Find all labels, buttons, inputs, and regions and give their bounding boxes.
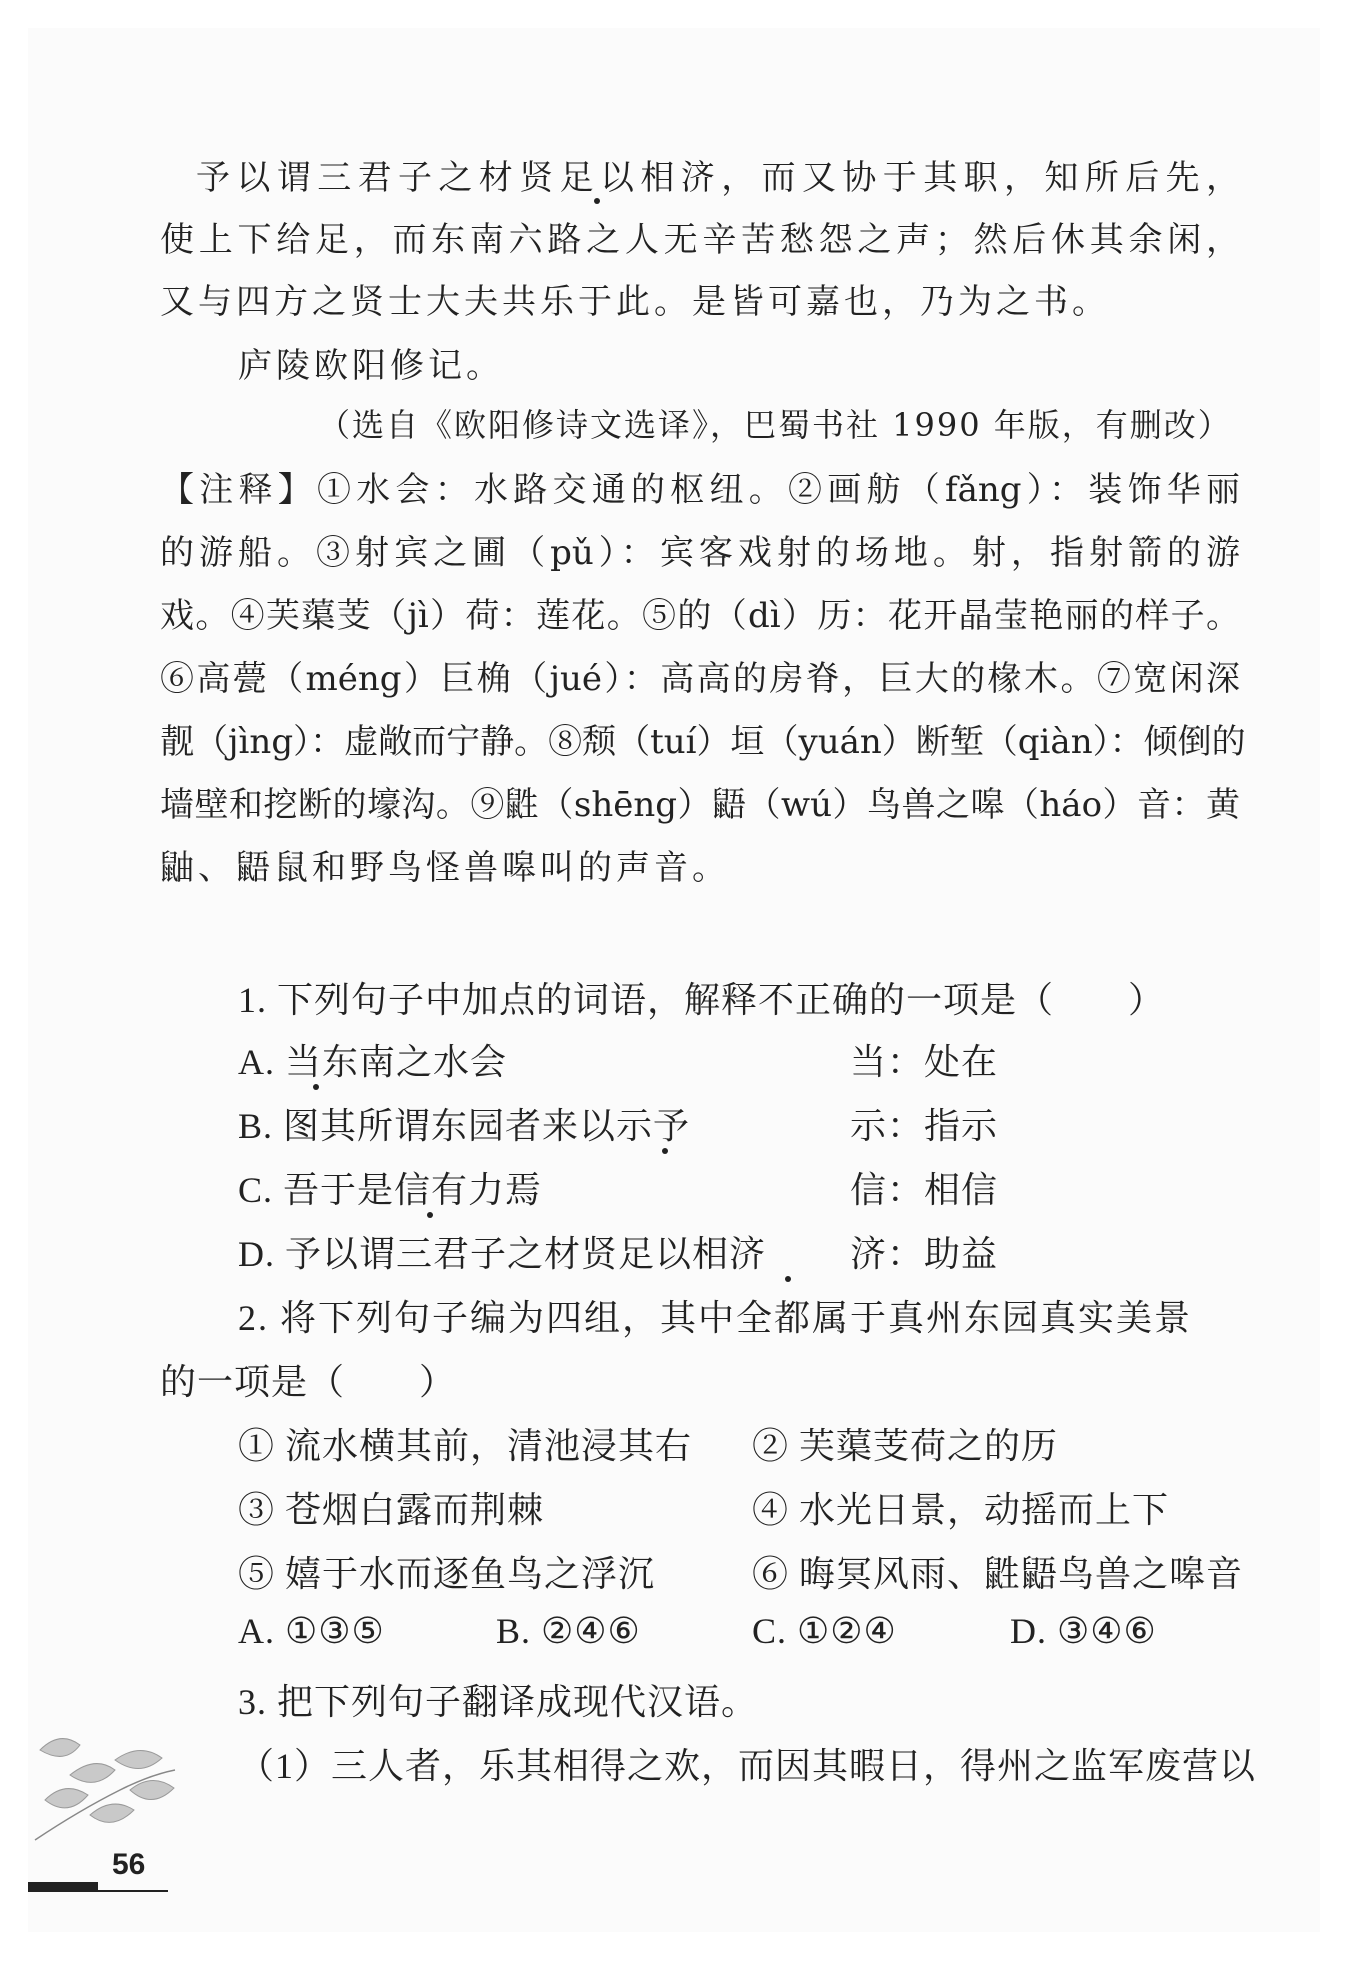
q1-option-a: A. 当东南之水会 [238, 1042, 507, 1082]
emphasis-dot [594, 198, 600, 204]
question-3-sub-1: （1）三人者，乐其相得之欢，而因其暇日，得州之监军废营以 [238, 1746, 1257, 1786]
footer-bar [28, 1882, 98, 1890]
notes-line: 的游船。③射宾之圃（pǔ）：宾客戏射的场地。射，指射箭的游 [160, 533, 1240, 573]
question-1-stem: 1. 下列句子中加点的词语，解释不正确的一项是（ ） [238, 980, 1166, 1020]
notes-line: 【注释】①水会：水路交通的枢纽。②画舫（fǎng）：装饰华丽 [160, 470, 1240, 510]
q1-option-d: D. 予以谓三君子之材贤足以相济 [238, 1234, 766, 1274]
q1-option-a-gloss: 当：处在 [850, 1042, 999, 1082]
q1-option-b-gloss: 示：指示 [850, 1106, 999, 1146]
page-number: 56 [112, 1848, 146, 1881]
q2-item: ① 流水横其前，清池浸其右 [238, 1426, 693, 1466]
passage-line: 予以谓三君子之材贤足以相济，而又协于其职，知所后先， [196, 158, 1240, 198]
leaf-decoration-icon [30, 1730, 180, 1860]
q2-item: ② 芙蕖芰荷之的历 [752, 1426, 1059, 1466]
notes-line: 戏。④芙蕖芰（jì）荷：莲花。⑤的（dì）历：花开晶莹艳丽的样子。 [160, 596, 1240, 636]
q2-choice-c: C. ①②④ [752, 1611, 897, 1651]
signature-line: 庐陵欧阳修记。 [238, 346, 504, 386]
q2-item: ④ 水光日景，动摇而上下 [752, 1490, 1170, 1530]
question-2-stem: 2. 将下列句子编为四组，其中全都属于真州东园真实美景 [238, 1298, 1193, 1338]
question-3-stem: 3. 把下列句子翻译成现代汉语。 [238, 1682, 759, 1722]
emphasis-dot [662, 1148, 668, 1154]
notes-line: 墙壁和挖断的壕沟。⑨鼪（shēng）鼯（wú）鸟兽之嗥（háo）音：黄 [160, 785, 1240, 825]
q2-choice-a: A. ①③⑤ [238, 1611, 385, 1651]
source-citation: （选自《欧阳修诗文选译》，巴蜀书社 1990 年版，有删改） [318, 406, 1232, 444]
passage-line: 使上下给足，而东南六路之人无辛苦愁怨之声；然后休其余闲， [160, 220, 1240, 260]
question-2-stem-cont: 的一项是（ ） [160, 1362, 457, 1402]
notes-line: ⑥高甍（méng）巨桷（jué）：高高的房脊，巨大的椽木。⑦宽闲深 [160, 659, 1240, 699]
q2-item: ⑤ 嬉于水而逐鱼鸟之浮沉 [238, 1554, 656, 1594]
q1-option-d-gloss: 济：助益 [850, 1234, 999, 1274]
q1-option-b: B. 图其所谓东园者来以示予 [238, 1106, 691, 1146]
passage-line: 又与四方之贤士大夫共乐于此。是皆可嘉也，乃为之书。 [160, 282, 1110, 322]
footer-rule [28, 1890, 168, 1892]
notes-line: 靓（jìng）：虚敞而宁静。⑧颓（tuí）垣（yuán）断堑（qiàn）：倾倒的 [160, 722, 1246, 762]
q1-option-c-gloss: 信：相信 [850, 1170, 999, 1210]
q2-item: ③ 苍烟白露而荆棘 [238, 1490, 545, 1530]
q2-choice-b: B. ②④⑥ [496, 1611, 641, 1651]
q2-item: ⑥ 晦冥风雨、鼪鼯鸟兽之嗥音 [752, 1554, 1244, 1594]
emphasis-dot [785, 1276, 791, 1282]
q2-choice-d: D. ③④⑥ [1010, 1611, 1157, 1651]
emphasis-dot [427, 1212, 433, 1218]
notes-line: 鼬、鼯鼠和野鸟怪兽嗥叫的声音。 [160, 848, 730, 888]
emphasis-dot [313, 1084, 319, 1090]
q1-option-c: C. 吾于是信有力焉 [238, 1170, 543, 1210]
